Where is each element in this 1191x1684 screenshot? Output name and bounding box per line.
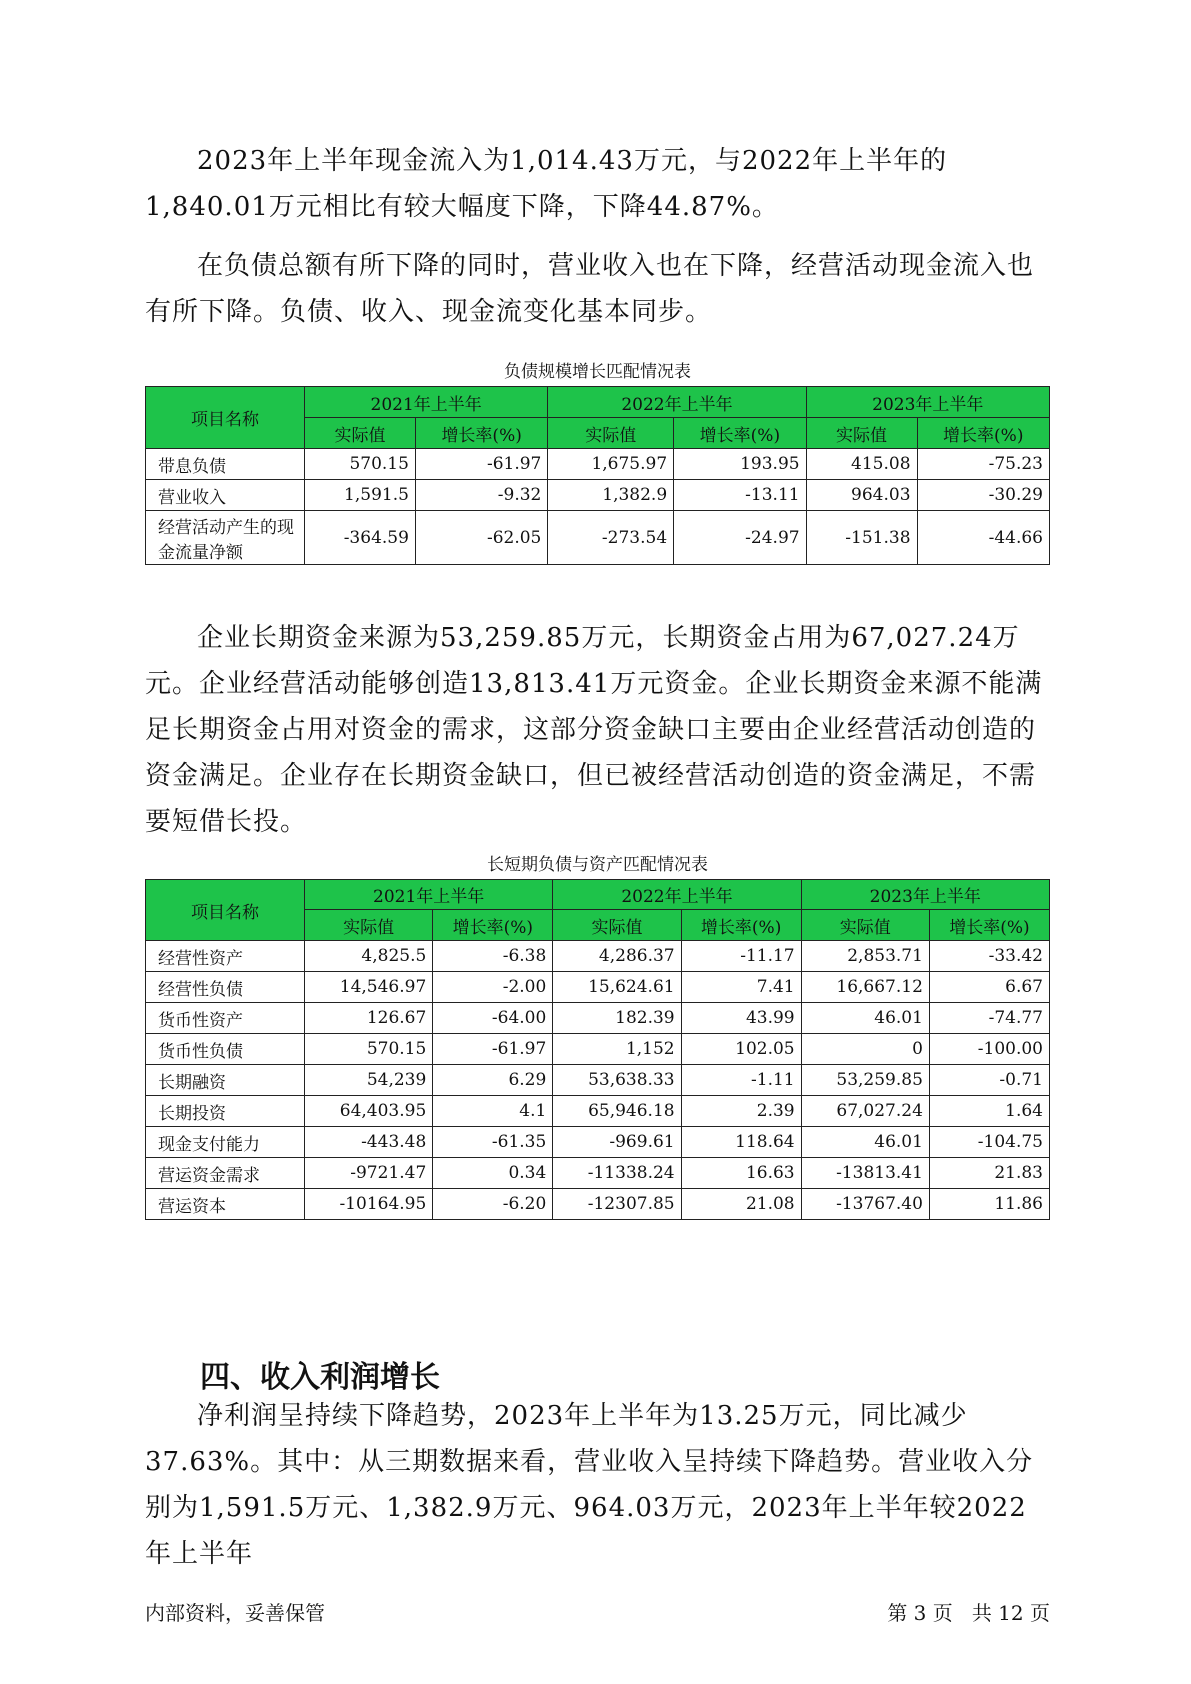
table-cell: 21.08 xyxy=(681,1189,801,1220)
row-label: 长期投资 xyxy=(146,1096,305,1127)
table2-period-header: 2023年上半年 xyxy=(801,880,1049,910)
table-cell: 570.15 xyxy=(305,1034,433,1065)
table1-sub-header: 增长率(%) xyxy=(415,418,547,449)
table-row xyxy=(146,511,1050,565)
table-cell: 193.95 xyxy=(674,449,806,480)
table-cell: 53,259.85 xyxy=(801,1065,929,1096)
table-cell: 11.86 xyxy=(929,1189,1049,1220)
footer-page-number: 第 3 页 共 12 页 xyxy=(887,1601,1050,1625)
row-label: 营运资金需求 xyxy=(146,1158,305,1189)
table-cell: 67,027.24 xyxy=(801,1096,929,1127)
table-cell: -151.38 xyxy=(806,511,917,565)
table1-sub-header: 实际值 xyxy=(305,418,416,449)
table-cell: -364.59 xyxy=(305,511,416,565)
table-cell: -1.11 xyxy=(681,1065,801,1096)
table-cell: -0.71 xyxy=(929,1065,1049,1096)
row-label: 带息负债 xyxy=(146,449,305,480)
table-cell: -969.61 xyxy=(553,1127,681,1158)
table-cell: -75.23 xyxy=(917,449,1049,480)
table-cell: 1,675.97 xyxy=(548,449,674,480)
table-row xyxy=(146,1158,1050,1189)
table1-sub-header: 实际值 xyxy=(806,418,917,449)
table1-sub-header: 增长率(%) xyxy=(674,418,806,449)
table-cell: -100.00 xyxy=(929,1034,1049,1065)
table-cell: 14,546.97 xyxy=(305,972,433,1003)
table-cell: 118.64 xyxy=(681,1127,801,1158)
table2-sub-header: 实际值 xyxy=(553,910,681,941)
table2-period-header: 2022年上半年 xyxy=(553,880,801,910)
table-cell: -30.29 xyxy=(917,480,1049,511)
table-cell: -62.05 xyxy=(415,511,547,565)
table-cell: -61.97 xyxy=(415,449,547,480)
table-cell: -12307.85 xyxy=(553,1189,681,1220)
table1-period-header: 2023年上半年 xyxy=(806,387,1049,418)
table-cell: 102.05 xyxy=(681,1034,801,1065)
table-cell: 16.63 xyxy=(681,1158,801,1189)
table1-period-header: 2022年上半年 xyxy=(548,387,806,418)
table-row xyxy=(146,480,1050,511)
table-cell: 4,825.5 xyxy=(305,941,433,972)
table-cell: 4.1 xyxy=(433,1096,553,1127)
table1-period-header: 2021年上半年 xyxy=(305,387,548,418)
row-label: 经营性资产 xyxy=(146,941,305,972)
row-label: 现金支付能力 xyxy=(146,1127,305,1158)
table-cell: 126.67 xyxy=(305,1003,433,1034)
table-cell: 15,624.61 xyxy=(553,972,681,1003)
table1-sub-header: 实际值 xyxy=(548,418,674,449)
paragraph-net-profit: 净利润呈持续下降趋势，2023年上半年为13.25万元，同比减少37.63%。其中：从三期数据来看，营业收入呈持续下降趋势。营业收入分别为1,591.5万元、1,382.9万元、964.03万元，2023年上半年较2022年上半年 xyxy=(145,1401,1034,1569)
table2-sub-header: 实际值 xyxy=(305,910,433,941)
table2-sub-header: 增长率(%) xyxy=(681,910,801,941)
table-cell: -6.20 xyxy=(433,1189,553,1220)
row-label: 长期融资 xyxy=(146,1065,305,1096)
table-cell: 415.08 xyxy=(806,449,917,480)
table-cell: -33.42 xyxy=(929,941,1049,972)
debt-scale-table xyxy=(145,386,1050,565)
row-label: 货币性资产 xyxy=(146,1003,305,1034)
table-cell: 4,286.37 xyxy=(553,941,681,972)
table-row xyxy=(146,972,1050,1003)
table-cell: 964.03 xyxy=(806,480,917,511)
table-cell: 6.67 xyxy=(929,972,1049,1003)
table1-name-header: 项目名称 xyxy=(146,387,305,449)
table-row xyxy=(146,941,1050,972)
table-cell: 6.29 xyxy=(433,1065,553,1096)
table-cell: 2.39 xyxy=(681,1096,801,1127)
table2-body xyxy=(146,941,1050,1220)
row-label: 营运资本 xyxy=(146,1189,305,1220)
table-cell: 16,667.12 xyxy=(801,972,929,1003)
table-cell: 1,382.9 xyxy=(548,480,674,511)
table2-sub-header: 增长率(%) xyxy=(929,910,1049,941)
table-cell: -9721.47 xyxy=(305,1158,433,1189)
table-cell: -24.97 xyxy=(674,511,806,565)
table-cell: -13.11 xyxy=(674,480,806,511)
table-cell: 2,853.71 xyxy=(801,941,929,972)
table-row xyxy=(146,1096,1050,1127)
table-cell: 1.64 xyxy=(929,1096,1049,1127)
table-row xyxy=(146,1189,1050,1220)
table-cell: -104.75 xyxy=(929,1127,1049,1158)
table-row xyxy=(146,1034,1050,1065)
table-cell: 570.15 xyxy=(305,449,416,480)
table-cell: 0.34 xyxy=(433,1158,553,1189)
table-cell: 7.41 xyxy=(681,972,801,1003)
table1-sub-header: 增长率(%) xyxy=(917,418,1049,449)
table2-sub-header: 增长率(%) xyxy=(433,910,553,941)
row-label: 经营性负债 xyxy=(146,972,305,1003)
table-cell: -11.17 xyxy=(681,941,801,972)
table2-name-header: 项目名称 xyxy=(146,880,305,941)
table-cell: -6.38 xyxy=(433,941,553,972)
table2-caption: 长短期负债与资产匹配情况表 xyxy=(487,855,708,875)
table-cell: 46.01 xyxy=(801,1127,929,1158)
table-row xyxy=(146,1127,1050,1158)
table-cell: -13813.41 xyxy=(801,1158,929,1189)
table1-body xyxy=(146,449,1050,565)
liability-asset-match-table xyxy=(145,879,1050,1220)
table-cell: -11338.24 xyxy=(553,1158,681,1189)
table-cell: 1,591.5 xyxy=(305,480,416,511)
table-cell: 43.99 xyxy=(681,1003,801,1034)
paragraph-liability-sync: 在负债总额有所下降的同时，营业收入也在下降，经营活动现金流入也有所下降。负债、收入、现金流变化基本同步。 xyxy=(145,251,1035,327)
table-cell: -2.00 xyxy=(433,972,553,1003)
table1-caption: 负债规模增长匹配情况表 xyxy=(504,362,691,382)
table-cell: 21.83 xyxy=(929,1158,1049,1189)
table-cell: 53,638.33 xyxy=(553,1065,681,1096)
table-row xyxy=(146,1003,1050,1034)
row-label: 营业收入 xyxy=(146,480,305,511)
table-cell: 46.01 xyxy=(801,1003,929,1034)
row-label: 经营活动产生的现金流量净额 xyxy=(146,511,305,565)
table-cell: 0 xyxy=(801,1034,929,1065)
paragraph-long-term-funds: 企业长期资金来源为53,259.85万元，长期资金占用为67,027.24万元。企业经营活动能够创造13,813.41万元资金。企业长期资金来源不能满足长期资金占用对资金的需求，这部分资金缺口主要由企业经营活动创造的资金满足。企业存在长期资金缺口，但已被经营活动创造的资金满足，不需要短借长投。 xyxy=(145,623,1043,837)
table-cell: 182.39 xyxy=(553,1003,681,1034)
table-cell: -443.48 xyxy=(305,1127,433,1158)
table2-period-header: 2021年上半年 xyxy=(305,880,553,910)
footer-confidential: 内部资料，妥善保管 xyxy=(145,1601,325,1625)
row-label: 货币性负债 xyxy=(146,1034,305,1065)
table-row xyxy=(146,449,1050,480)
table-cell: -44.66 xyxy=(917,511,1049,565)
table-cell: -273.54 xyxy=(548,511,674,565)
table-cell: -10164.95 xyxy=(305,1189,433,1220)
table-cell: 1,152 xyxy=(553,1034,681,1065)
table-cell: 65,946.18 xyxy=(553,1096,681,1127)
table-row xyxy=(146,1065,1050,1096)
paragraph-cash-inflow: 2023年上半年现金流入为1,014.43万元，与2022年上半年的1,840.01万元相比有较大幅度下降，下降44.87%。 xyxy=(145,146,948,222)
section-heading: 四、收入利润增长 xyxy=(200,1360,440,1395)
table-cell: -61.35 xyxy=(433,1127,553,1158)
table2-sub-header: 实际值 xyxy=(801,910,929,941)
table-cell: -9.32 xyxy=(415,480,547,511)
table-cell: 54,239 xyxy=(305,1065,433,1096)
table-cell: -74.77 xyxy=(929,1003,1049,1034)
table-cell: -64.00 xyxy=(433,1003,553,1034)
table-cell: 64,403.95 xyxy=(305,1096,433,1127)
table-cell: -13767.40 xyxy=(801,1189,929,1220)
table-cell: -61.97 xyxy=(433,1034,553,1065)
